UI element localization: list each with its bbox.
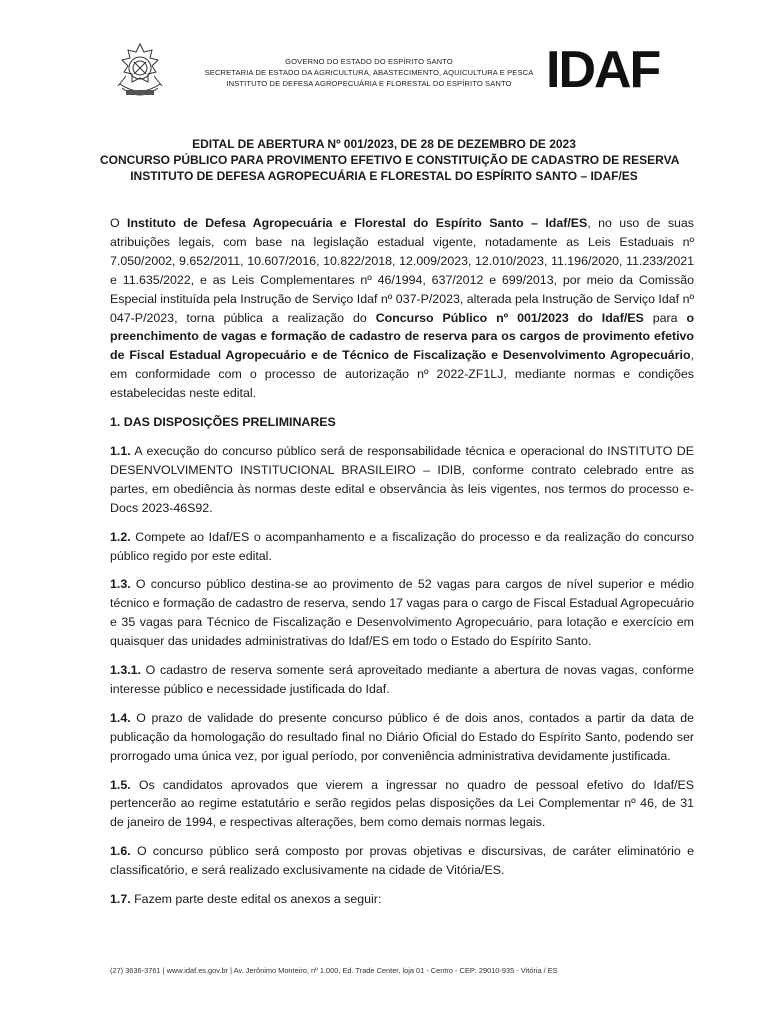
clause-number: 1.3.1. [110,663,142,678]
clause-paragraph [110,776,694,833]
clause-paragraph [110,442,694,518]
intro-text: , em conformidade com o processo de autorização nº 2022-ZF1LJ, mediante normas e condições estabelecidas neste edital. [110,348,694,401]
clause-paragraph [110,528,694,566]
title-line-3: INSTITUTO DE DEFESA AGROPECUÁRIA E FLORESTAL DO ESPÍRITO SANTO – IDAF/ES [130,169,638,183]
clause-number: 1.1. [110,443,131,458]
intro-bold-purpose: o preenchimento de vagas e formação de cadastro de reserva para os cargos de provimento efetivo de Fiscal Estadual Agropecuário e de Técnico de Fiscalização e Desenvolvimento Agropecuário [110,310,695,363]
clause-text: O prazo de validade do presente concurso público é de dois anos, contados a partir da data de publicação da homologação do resultado final no Diário Oficial do Estado do Espírito Santo, podendo ser prorrogado uma única vez, por igual período, por conveniência administrativa devidamente justificada. [110,710,694,763]
clause-number: 1.5. [110,777,131,792]
intro-text: para [643,310,687,325]
clause-paragraph [110,661,694,699]
clause-paragraph [110,575,694,651]
intro-paragraph [110,214,694,403]
page-footer: (27) 3636-3761 | www.idaf.es.gov.br | Av. Jerônimo Monteiro, nº 1.000, Ed. Trade Center, loja 01 - Centro - CEP: 29010-935 - Vitória / ES [110,966,558,975]
intro-text: , no uso de suas atribuições legais, com base na legislação estadual vigente, notadamente as Leis Estaduais nº 7.050/2002, 9.652/2011, 10.607/2016, 10.822/2018, 12.009/2023, 12.010/2023, 11.196/2020, 11.233/2021 e 11.635/2022, e as Leis Complementares nº 46/1994, 637/2012 e 699/2013, por meio da Comissão Especial instituída pela Instrução de Serviço Idaf nº 037-P/2023, alterada pela Instrução de Serviço Idaf nº 047-P/2023, torna pública a realização do [110,216,694,325]
clause-text: O cadastro de reserva somente será aproveitado mediante a abertura de novas vagas, conforme interesse público e necessidade justificada do Idaf. [110,663,694,696]
clause-text: Compete ao Idaf/ES o acompanhamento e a fiscalização do processo e da realização do concurso público regido por este edital. [110,529,694,563]
government-lines [194,56,544,89]
clause-paragraph [110,842,694,880]
document-title [100,136,680,184]
clause-text: Os candidatos aprovados que vierem a ingressar no quadro de pessoal efetivo do Idaf/ES pertencerão ao regime estatutário e serão regidos pelas disposições da Lei Complementar nº 46, de 31 de janeiro de 1994, e respectivas alterações, bem como demais normas legais. [110,777,694,830]
clause-paragraph [110,709,694,766]
clause-text: Fazem parte deste edital os anexos a seguir: [130,892,382,907]
clause-number: 1.7. [110,892,131,907]
clause-paragraph [110,890,694,909]
gov-line-3: INSTITUTO DE DEFESA AGROPECUÁRIA E FLORESTAL DO ESPÍRITO SANTO [226,79,512,88]
title-line-2: CONCURSO PÚBLICO PARA PROVIMENTO EFETIVO E CONSTITUIÇÃO DE CADASTRO DE RESERVA [100,153,680,167]
clause-number: 1.6. [110,844,131,859]
letterhead [108,40,664,104]
gov-line-2: SECRETARIA DE ESTADO DA AGRICULTURA, ABASTECIMENTO, AQUICULTURA E PESCA [204,68,534,77]
clause-text: O concurso público destina-se ao provimento de 52 vagas para cargos de nível superior e médio técnico e formação de cadastro de reserva, sendo 17 vagas para o cargo de Fiscal Estadual Agropecuário e 35 vagas para Técnico de Fiscalização e Desenvolvimento Agropecuário, para lotação e exercício em quaisquer das unidades administrativas do Idaf/ES em todo o Estado do Espírito Santo. [110,577,694,649]
intro-bold-institute: Instituto de Defesa Agropecuária e Florestal do Espírito Santo – Idaf/ES [127,216,588,230]
clause-text: O concurso público será composto por provas objetivas e discursivas, de caráter eliminatório e classificatório, e será realizado exclusivamente na cidade de Vitória/ES. [110,844,694,878]
title-line-1: EDITAL DE ABERTURA Nº 001/2023, DE 28 DE DEZEMBRO DE 2023 [192,137,576,151]
intro-text: O [110,216,128,230]
gov-line-1: GOVERNO DO ESTADO DO ESPÍRITO SANTO [285,57,453,66]
document-body [110,214,694,919]
clause-number: 1.4. [110,710,131,725]
intro-bold-concurso: Concurso Público nº 001/2023 do Idaf/ES [375,310,644,325]
state-coat-of-arms-icon [108,40,172,104]
idaf-logo: IDAF [546,41,660,99]
clause-number: 1.2. [110,529,131,544]
section-heading: 1. DAS DISPOSIÇÕES PRELIMINARES [110,415,336,430]
clause-number: 1.3. [110,577,131,592]
clause-text: A execução do concurso público será de responsabilidade técnica e operacional do INSTITUTO DE DESENVOLVIMENTO INSTITUCIONAL BRASILEIRO – IDIB, conforme contrato celebrado entre as partes, em obediência às normas deste edital e observância às leis vigentes, nos termos do processo e-Docs 2023-46S92. [110,443,694,515]
